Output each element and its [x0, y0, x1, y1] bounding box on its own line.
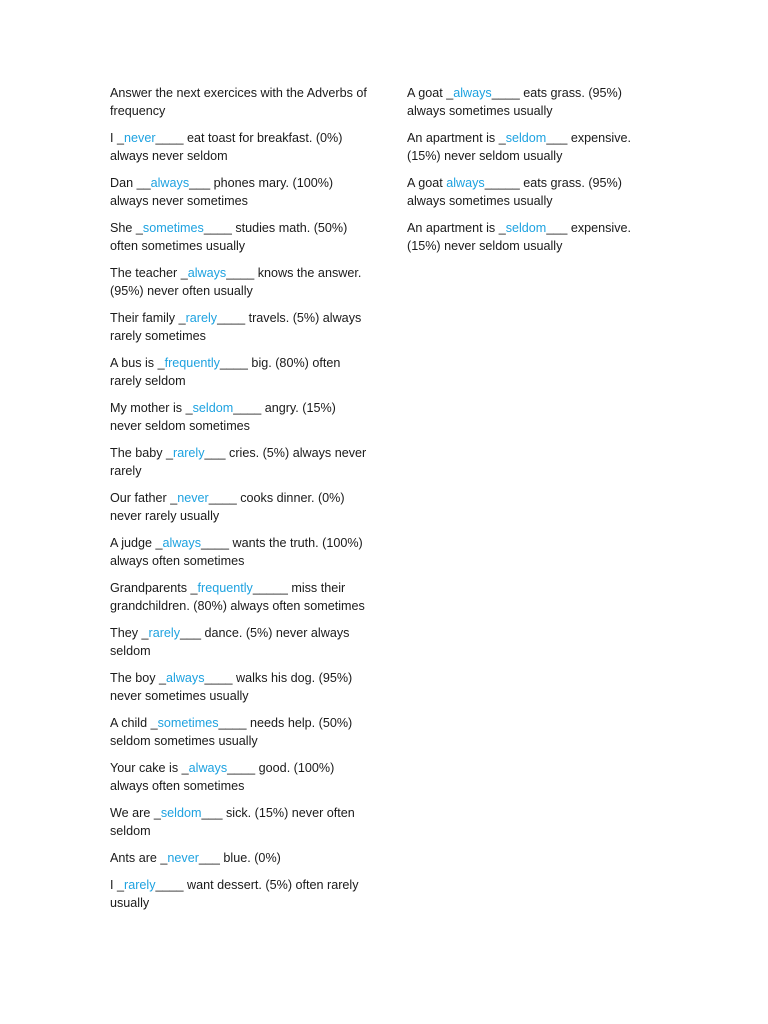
right-column	[407, 84, 657, 264]
exercise-text-after: ____ studies math. (50%) often sometimes usually	[110, 221, 348, 253]
exercise-answer: seldom	[160, 806, 202, 820]
exercise-text-before: Their family _	[110, 311, 186, 325]
exercise-text-after: ____ needs help. (50%) seldom sometimes usually	[110, 716, 353, 748]
exercise-item	[110, 219, 370, 255]
exercise-text-before: I _	[110, 131, 125, 145]
exercise-answer: frequently	[197, 581, 253, 595]
exercise-answer: seldom	[505, 131, 547, 145]
exercise-text-before: A goat _	[407, 86, 454, 100]
exercise-text-after: ___ sick. (15%) never often seldom	[110, 806, 355, 838]
exercise-item	[110, 354, 370, 390]
exercise-answer: seldom	[192, 401, 234, 415]
exercise-text-after: ____ walks his dog. (95%) never sometimes usually	[110, 671, 353, 703]
exercise-text-after: ____ eats grass. (95%) always sometimes usually	[407, 86, 622, 118]
exercise-answer: always	[188, 761, 228, 775]
exercise-item	[110, 579, 370, 615]
exercise-answer: rarely	[124, 878, 156, 892]
exercise-text-after: ____ good. (100%) always often sometimes	[110, 761, 335, 793]
exercise-text-before: Dan __	[110, 176, 151, 190]
exercise-text-before: Your cake is _	[110, 761, 189, 775]
exercise-answer: never	[167, 851, 199, 865]
exercise-text-before: An apartment is _	[407, 131, 506, 145]
exercise-text-after: ____ travels. (5%) always rarely sometimes	[110, 311, 362, 343]
exercise-item	[110, 669, 370, 705]
exercise-item	[110, 624, 370, 660]
exercise-answer: sometimes	[157, 716, 219, 730]
exercise-item	[407, 219, 657, 255]
exercise-text-before: My mother is _	[110, 401, 193, 415]
exercise-item	[110, 399, 370, 435]
exercise-item	[110, 876, 370, 912]
exercise-answer: always	[150, 176, 190, 190]
exercise-text-before: The baby _	[110, 446, 174, 460]
exercise-text-after: ____ knows the answer. (95%) never often usually	[110, 266, 362, 298]
exercise-answer: never	[124, 131, 156, 145]
exercise-answer: rarely	[148, 626, 181, 640]
exercise-item	[110, 309, 370, 345]
exercise-item	[407, 129, 657, 165]
left-column	[110, 84, 370, 921]
exercise-answer: always	[187, 266, 227, 280]
exercise-answer: always	[162, 536, 202, 550]
exercise-item	[110, 804, 370, 840]
exercise-text-before: Our father _	[110, 491, 178, 505]
exercise-text-after: _____ miss their grandchildren. (80%) always often sometimes	[110, 581, 365, 613]
instructions-text: Answer the next exercices with the Adverbs of frequency	[110, 86, 367, 118]
exercise-answer: rarely	[173, 446, 205, 460]
exercise-text-after: ___ expensive. (15%) never seldom usually	[407, 221, 632, 253]
exercise-text-after: ___ expensive. (15%) never seldom usually	[407, 131, 632, 163]
exercise-text-after: ___ dance. (5%) never always seldom	[110, 626, 350, 658]
exercise-answer: always	[166, 671, 205, 685]
exercise-text-before: A bus is _	[110, 356, 165, 370]
exercise-text-before: The teacher _	[110, 266, 188, 280]
exercise-text-before: They _	[110, 626, 149, 640]
exercise-answer: always	[453, 86, 492, 100]
exercise-item	[110, 714, 370, 750]
exercise-item	[110, 444, 370, 480]
exercise-text-before: The boy _	[110, 671, 167, 685]
exercise-text-after: ____ eat toast for breakfast. (0%) always never seldom	[110, 131, 343, 163]
exercise-item	[110, 129, 370, 165]
exercise-answer: rarely	[185, 311, 218, 325]
exercise-item	[407, 174, 657, 210]
exercise-text-before: An apartment is _	[407, 221, 506, 235]
exercise-item	[407, 84, 657, 120]
exercise-text-after: ___ blue. (0%)	[198, 851, 281, 865]
exercise-text-before: A goat	[407, 176, 447, 190]
exercise-text-before: We are _	[110, 806, 161, 820]
exercise-text-after: ___ phones mary. (100%) always never sometimes	[110, 176, 334, 208]
exercise-text-after: ____ wants the truth. (100%) always often sometimes	[110, 536, 363, 568]
exercise-answer: sometimes	[142, 221, 204, 235]
exercise-answer: frequently	[164, 356, 220, 370]
exercise-text-before: She _	[110, 221, 143, 235]
exercise-item	[110, 534, 370, 570]
exercise-item	[110, 489, 370, 525]
exercise-answer: seldom	[505, 221, 547, 235]
exercise-item	[110, 849, 370, 867]
exercise-text-before: A child _	[110, 716, 158, 730]
exercise-text-before: Ants are _	[110, 851, 168, 865]
exercise-answer: never	[177, 491, 209, 505]
exercise-text-after: ____ want dessert. (5%) often rarely usually	[110, 878, 359, 910]
exercise-text-after: ____ big. (80%) often rarely seldom	[110, 356, 341, 388]
exercise-text-before: I _	[110, 878, 125, 892]
exercise-item	[110, 174, 370, 210]
exercise-text-before: A judge _	[110, 536, 163, 550]
exercise-text-after: ___ cries. (5%) always never rarely	[110, 446, 367, 478]
exercise-text-after: ____ angry. (15%) never seldom sometimes	[110, 401, 336, 433]
exercise-answer: always	[446, 176, 485, 190]
exercise-text-before: Grandparents _	[110, 581, 198, 595]
instructions	[110, 84, 370, 120]
exercise-item	[110, 759, 370, 795]
exercise-text-after: _____ eats grass. (95%) always sometimes usually	[407, 176, 622, 208]
exercise-text-after: ____ cooks dinner. (0%) never rarely usually	[110, 491, 345, 523]
exercise-item	[110, 264, 370, 300]
